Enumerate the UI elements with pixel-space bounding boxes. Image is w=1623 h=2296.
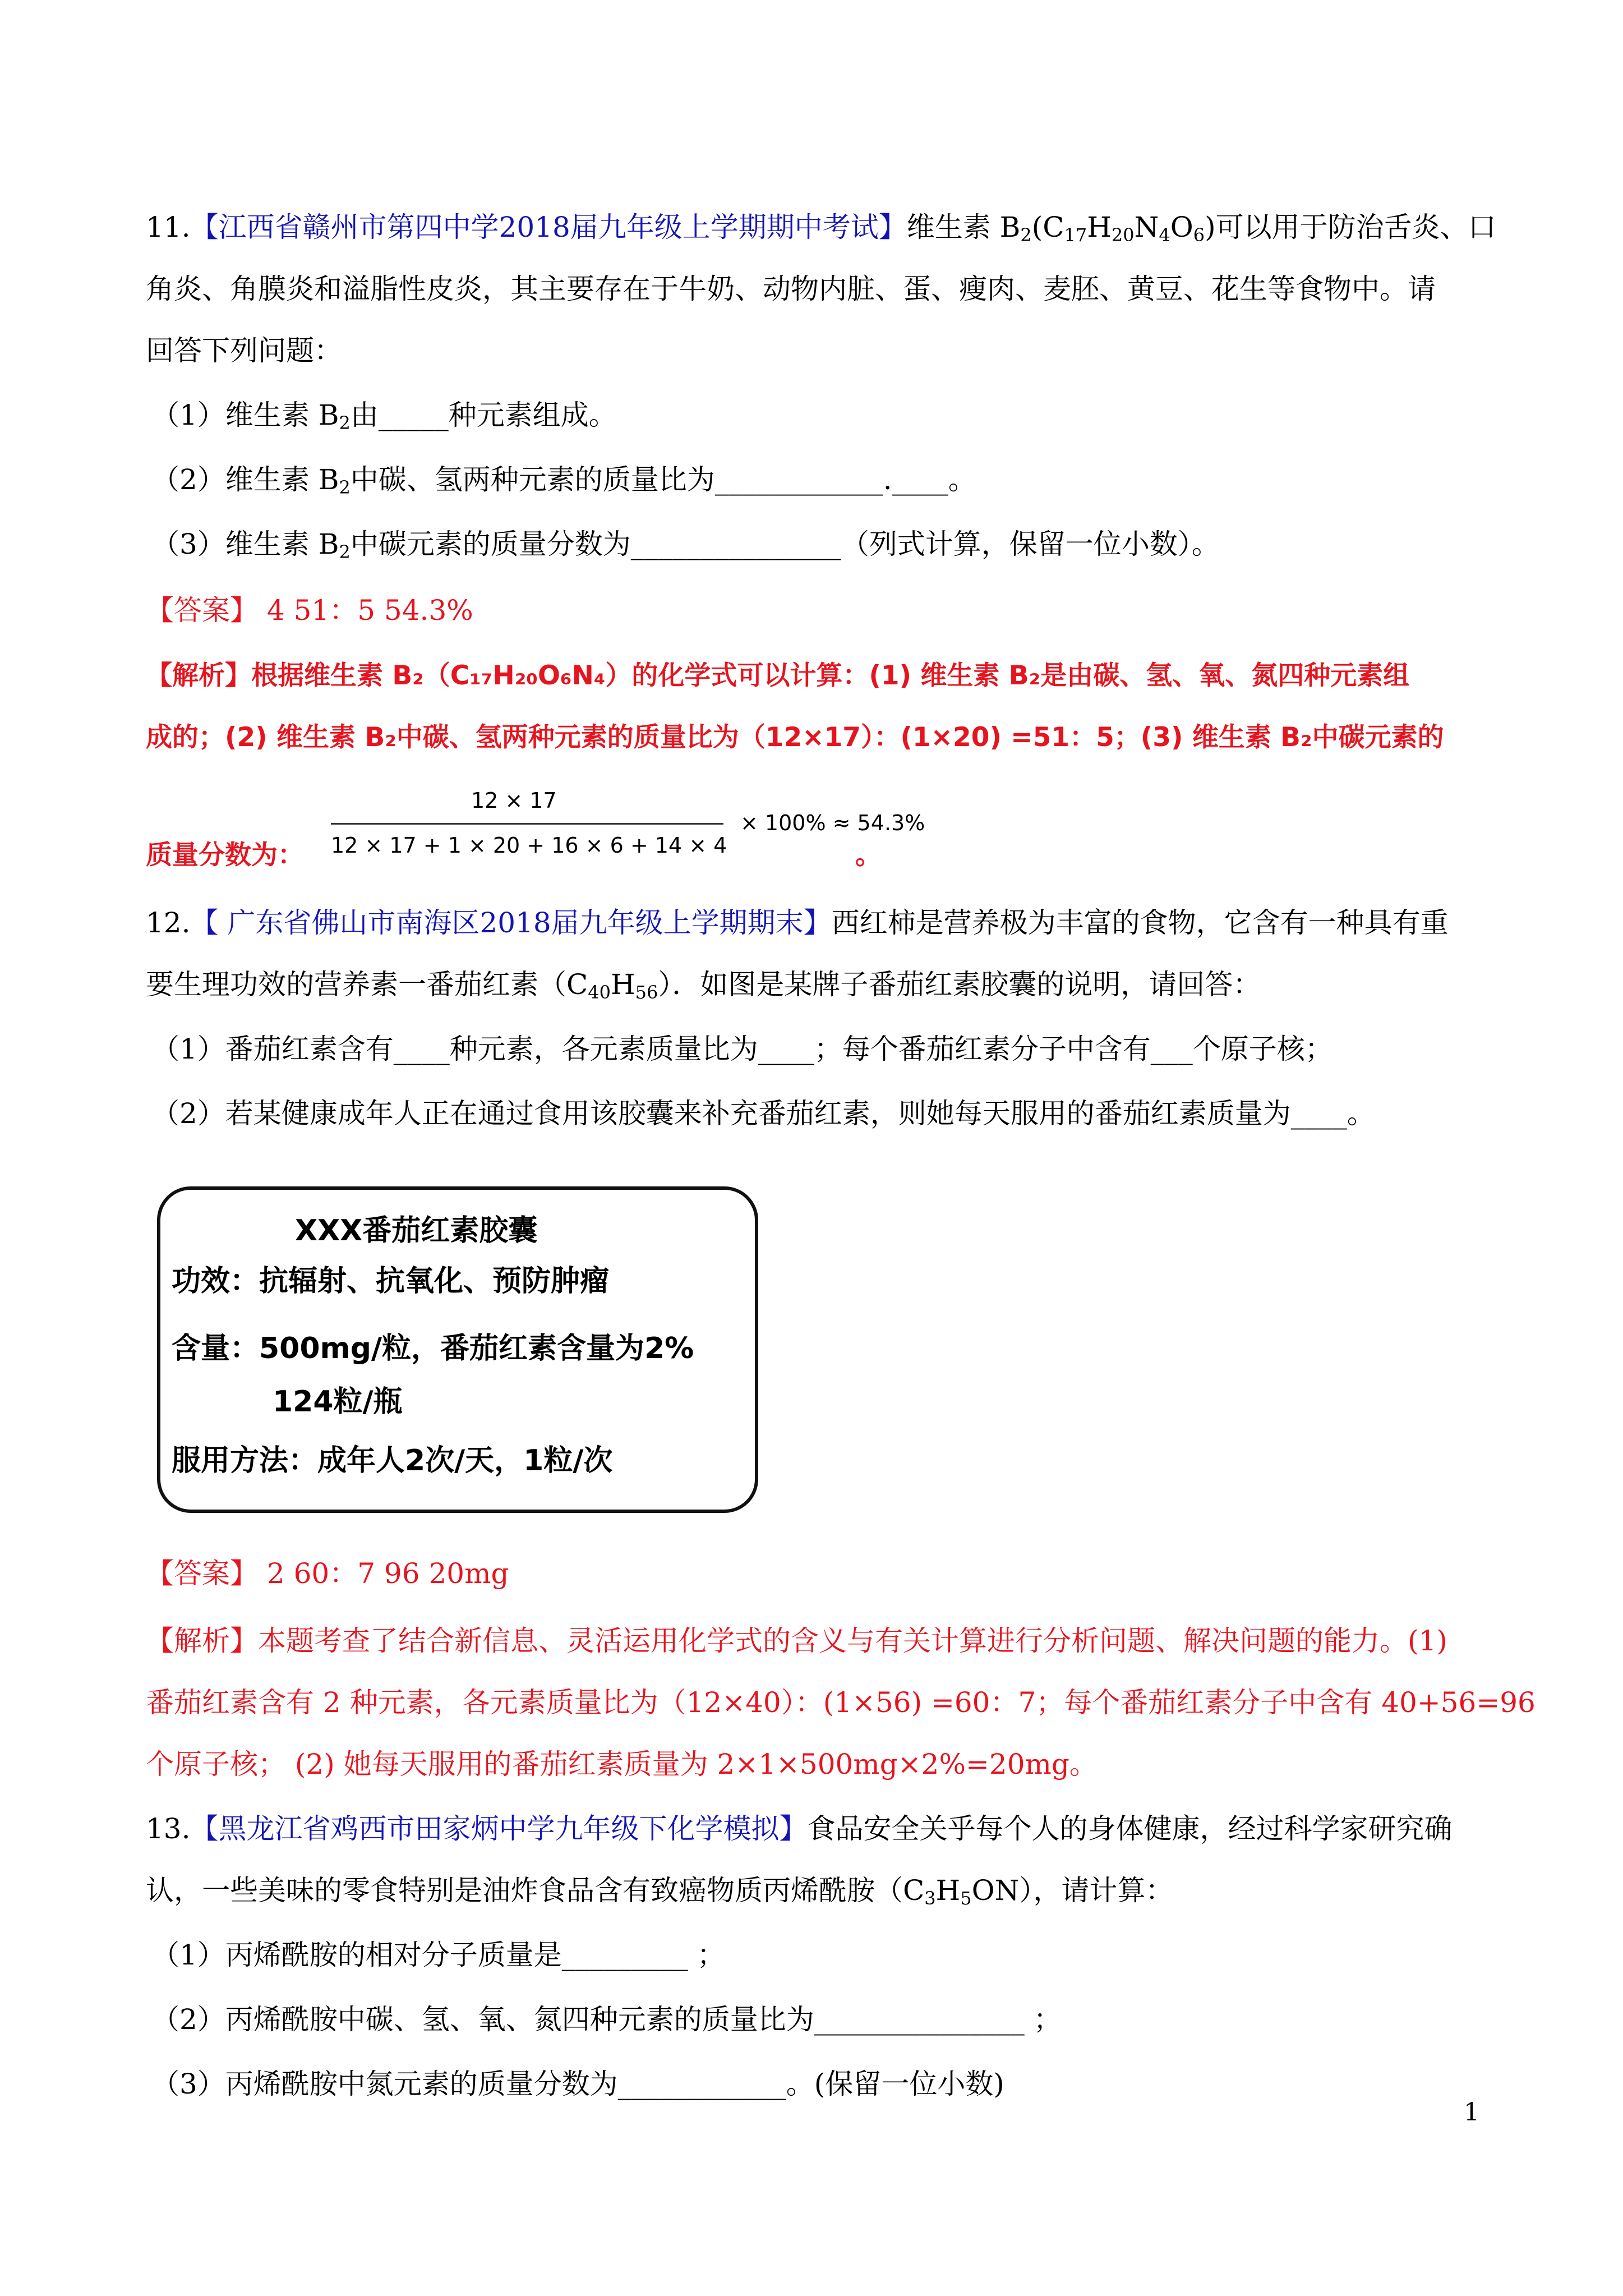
- q11-number: 11.: [146, 211, 191, 243]
- q11-analysis-line3: 质量分数为：: [146, 840, 304, 871]
- q11-line3: 回答下列问题：: [146, 334, 342, 367]
- answer-label: 【答案】: [146, 594, 258, 627]
- q13-number: 13.: [146, 1812, 191, 1845]
- q13-part2: （2）丙烯酰胺中碳、氢、氧、氮四种元素的质量比为_______________ ；: [151, 2003, 1062, 2036]
- q12-line1: 12.【 广东省佛山市南海区2018届九年级上学期期末】西红柿是营养极为丰富的食物，它含有一种具有重: [146, 907, 1449, 939]
- q12-analysis-line2: 番茄红素含有 2 种元素，各元素质量比为（12×40）：(1×56) =60：7；每个番茄红素分子中含有 40+56=96: [146, 1686, 1536, 1719]
- label-count: 124粒/瓶: [273, 1385, 403, 1419]
- page-number: 1: [1464, 2098, 1479, 2127]
- q11-analysis-line1: 【解析】根据维生素 B₂（C₁₇H₂₀O₆N₄）的化学式可以计算：(1) 维生素 B₂是由碳、氢、氧、氮四种元素组: [146, 660, 1410, 691]
- q11-part2: （2）维生素 $B_2$中碳、氢两种元素的质量比为____________.____。: [151, 463, 976, 498]
- q12-analysis-line3: 个原子核； (2) 她每天服用的番茄红素质量为 2×1×500mg×2%=20mg。: [146, 1748, 1098, 1780]
- fraction-result: × 100% ≈ 54.3%: [740, 811, 925, 835]
- q12-line2: 要生理功效的营养素一番茄红素$(C_{40}H_{56})$．如图是某牌子番茄红素胶囊的说明，请回答：: [146, 968, 1261, 1003]
- q12-source: 【 广东省佛山市南海区2018届九年级上学期期末】: [190, 907, 832, 939]
- q12-number: 12.: [146, 907, 191, 939]
- q12-analysis-line1: 【解析】本题考查了结合新信息、灵活运用化学式的含义与有关计算进行分析问题、解决问题的能力。(1): [146, 1625, 1447, 1657]
- q13-line1: 13.【黑龙江省鸡西市田家炳中学九年级下化学模拟】食品安全关乎每个人的身体健康，经过科学家研究确: [146, 1812, 1453, 1845]
- q11-part1: （1）维生素 $B_2$由_____种元素组成。: [151, 399, 617, 434]
- answer-label: 【答案】: [146, 1557, 258, 1590]
- q11-line1: 11.【江西省赣州市第四中学2018届九年级上学期期中考试】维生素 $B_2(C_{17}H_{20}N_4O_6)$可以用于防治舌炎、口: [146, 211, 1496, 246]
- q13-part3: （3）丙烯酰胺中氮元素的质量分数为____________。(保留一位小数): [151, 2068, 1004, 2100]
- q11-analysis-end: 。: [855, 840, 882, 871]
- label-content: 含量：500mg/粒，番茄红素含量为2%: [172, 1332, 694, 1365]
- q11-source: 【江西省赣州市第四中学2018届九年级上学期期中考试】: [190, 211, 907, 243]
- q11-line2: 角炎、角膜炎和溢脂性皮炎，其主要存在于牛奶、动物内脏、蛋、瘦肉、麦胚、黄豆、花生等食物中。请: [146, 273, 1436, 305]
- q11-answer: [146, 593, 473, 627]
- q13-part1: （1）丙烯酰胺的相对分子质量是_________ ；: [151, 1939, 725, 1971]
- q13-line2: 认，一些美味的零食特别是油炸食品含有致癌物质丙烯酰胺$(C_3H_5ON)$，请计算：: [146, 1874, 1174, 1909]
- label-effect: 功效：抗辐射、抗氧化、预防肿瘤: [172, 1264, 610, 1298]
- answer-text: 2 60：7 96 20mg: [258, 1557, 509, 1590]
- q11-analysis-line2: 成的；(2) 维生素 B₂中碳、氢两种元素的质量比为（12×17）：(1×20) =51：5；(3) 维生素 B₂中碳元素的: [146, 722, 1444, 753]
- label-usage: 服用方法：成年人2次/天，1粒/次: [172, 1444, 613, 1478]
- fraction-denominator: 12 × 17 + 1 × 20 + 16 × 6 + 14 × 4: [331, 833, 727, 858]
- fraction-numerator: 12 × 17: [471, 788, 557, 813]
- q12-part2: （2）若某健康成年人正在通过食用该胶囊来补充番茄红素，则她每天服用的番茄红素质量为____。: [151, 1097, 1375, 1130]
- capsule-label-image: [157, 1186, 758, 1513]
- q11-part3: （3）维生素 $B_2$中碳元素的质量分数为_______________（列式计算，保留一位小数）。: [151, 528, 1220, 563]
- answer-text: 4 51：5 54.3%: [258, 594, 473, 627]
- fraction-bar: [331, 823, 723, 825]
- q13-source: 【黑龙江省鸡西市田家炳中学九年级下化学模拟】: [190, 1812, 808, 1845]
- label-title: XXX番茄红素胶囊: [295, 1214, 538, 1248]
- q12-part1: （1）番茄红素含有____种元素，各元素质量比为____；每个番茄红素分子中含有___个原子核；: [151, 1033, 1333, 1065]
- q12-answer: [146, 1557, 509, 1590]
